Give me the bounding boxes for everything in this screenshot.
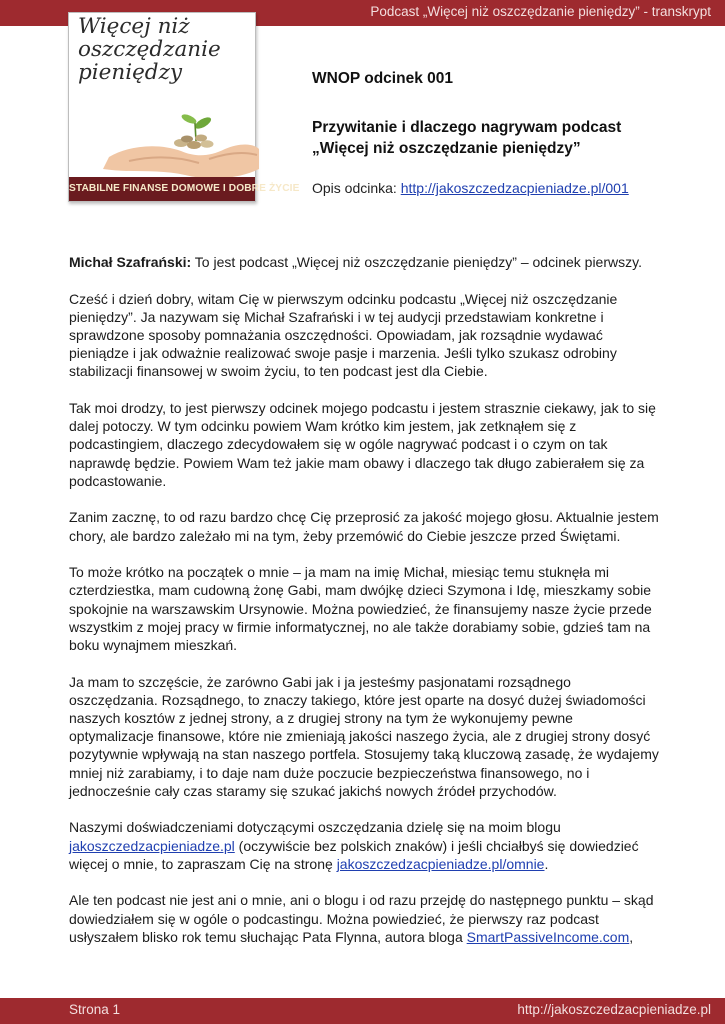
episode-description (312, 180, 629, 196)
footer-site: http://jakoszczedzacpieniadze.pl (517, 1002, 711, 1017)
transcript-paragraph: Zanim zacznę, to od razu bardzo chcę Cię przeprosić za jakość mojego głosu. Aktualnie jestem chory, ale bardzo zależało mi na tym, żeby przemówić do Ciebie jeszcze przed Świętami. (69, 509, 659, 544)
footer-bar (0, 998, 725, 1024)
transcript-paragraph: Ja mam to szczęście, że zarówno Gabi jak i ja jesteśmy pasjonatami rozsądnego oszczędzania. Rozsądnego, to znaczy takiego, które jest oparte na dosyć dużej świadomości naszych kosztów z jednej strony, a z drugiej strony na tym że wykonujemy pewne optymalizacje finansowe, które nie zmieniają jakości naszego życia, ale z drugiej strony dosyć pozytywnie wpływają na stan naszego portfela. Stosujemy taką kluczową zasadę, że wydajemy mniej niż zarabiamy, i to daje nam duże poczucie bezpieczeństwa finansowego, no i jednocześnie cały czas staramy się szukać jakichś nowych źródeł przychodów. (69, 673, 659, 799)
podcast-cover (68, 12, 300, 202)
page-number: Strona 1 (69, 1002, 121, 1017)
speaker-name: Michał Szafrański: (69, 254, 192, 270)
episode-title-line: „Więcej niż oszczędzanie pieniędzy” (312, 140, 581, 157)
episode-title (312, 117, 712, 159)
transcript-text: . (544, 855, 549, 872)
blog-link[interactable]: jakoszczedzacpieniadze.pl (69, 837, 235, 854)
episode-number: WNOP odcinek 001 (312, 70, 453, 87)
transcript-text: To jest podcast „Więcej niż oszczędzanie pieniędzy” – odcinek pierwszy. (191, 254, 642, 270)
about-link[interactable]: jakoszczedzacpieniadze.pl/omnie (336, 855, 545, 872)
transcript-paragraph (69, 818, 659, 873)
cover-title-line: Więcej niż (78, 14, 190, 39)
hands-with-coins-icon (99, 99, 259, 181)
episode-link[interactable]: http://jakoszczedzacpieniadze.pl/001 (400, 180, 629, 196)
cover-title-line: oszczędzanie (78, 37, 221, 62)
transcript-paragraph (69, 253, 659, 271)
cover-band: STABILNE FINANSE DOMOWE I DOBRE ŻYCIE (69, 177, 255, 201)
transcript-paragraph: To może krótko na początek o mnie – ja mam na imię Michał, miesiąc temu stuknęła mi czterdziestka, mam cudowną żonę Gabi, mam dwójkę dzieci Szymona i Idę, mieszkamy sobie spokojnie na warszawskim Ursynowie. Można powiedzieć, że finansujemy nasze życie przede wszystkim z mojej pracy w firmie informatycznej, no ale także dorabiamy sobie, gdzieś tam na boku wynajmem mieszkań. (69, 564, 652, 654)
transcript-text: , (629, 928, 634, 945)
cover-title-line: pieniędzy (78, 60, 183, 85)
transcript-paragraph: Cześć i dzień dobry, witam Cię w pierwszym odcinku podcastu „Więcej niż oszczędzanie pieniędzy”. Ja nazywam się Michał Szafrański i w tej audycji przedstawiam konkretne i sprawdzone sposoby pomnażania oszczędności. Opowiadam, jak rozsądnie wydawać pieniądze i jak odważnie realizować swoje pasje i marzenia. Jeśli tylko szukasz odrobiny stabilizacji finansowej w swoim życiu, to ten podcast jest dla Ciebie. (69, 290, 618, 380)
episode-description-label: Opis odcinka: (312, 180, 401, 196)
transcript-text: (oczywiście bez polskich znaków) i jeśli chciałbyś się dowiedzieć więcej o mnie, to zapraszam Cię na stronę (69, 837, 639, 872)
transcript (69, 253, 659, 964)
transcript-text: Naszymi doświadczeniami dotyczącymi oszczędzania dzielę się na moim blogu (69, 819, 561, 836)
smartpassiveincome-link[interactable]: SmartPassiveIncome.com (466, 928, 630, 945)
header-title: Podcast „Więcej niż oszczędzanie pieniędzy” - transkrypt (370, 4, 711, 19)
episode-title-line: Przywitanie i dlaczego nagrywam podcast (312, 119, 622, 136)
cover-title (78, 15, 253, 84)
transcript-text: Ale ten podcast nie jest ani o mnie, ani o blogu i od razu przejdę do następnego punktu – skąd dowiedziałem się w ogóle o podcastingu. Można powiedzieć, że pierwszy raz podcast usłyszałem blisko rok temu słuchając Pata Flynna, autora bloga (69, 892, 654, 945)
transcript-paragraph (69, 891, 659, 946)
transcript-paragraph: Tak moi drodzy, to jest pierwszy odcinek mojego podcastu i jestem strasznie ciekawy, jak to się dalej potoczy. W tym odcinku powiem Wam krótko kim jestem, jak zetknąłem się z podcastingiem, dlaczego zdecydowałem się w ogóle nagrywać podcast i o czym on tak naprawdę będzie. Powiem Wam też jakie mam obawy i dlaczego tak długo zabierałem się za podcastowanie. (69, 400, 656, 489)
